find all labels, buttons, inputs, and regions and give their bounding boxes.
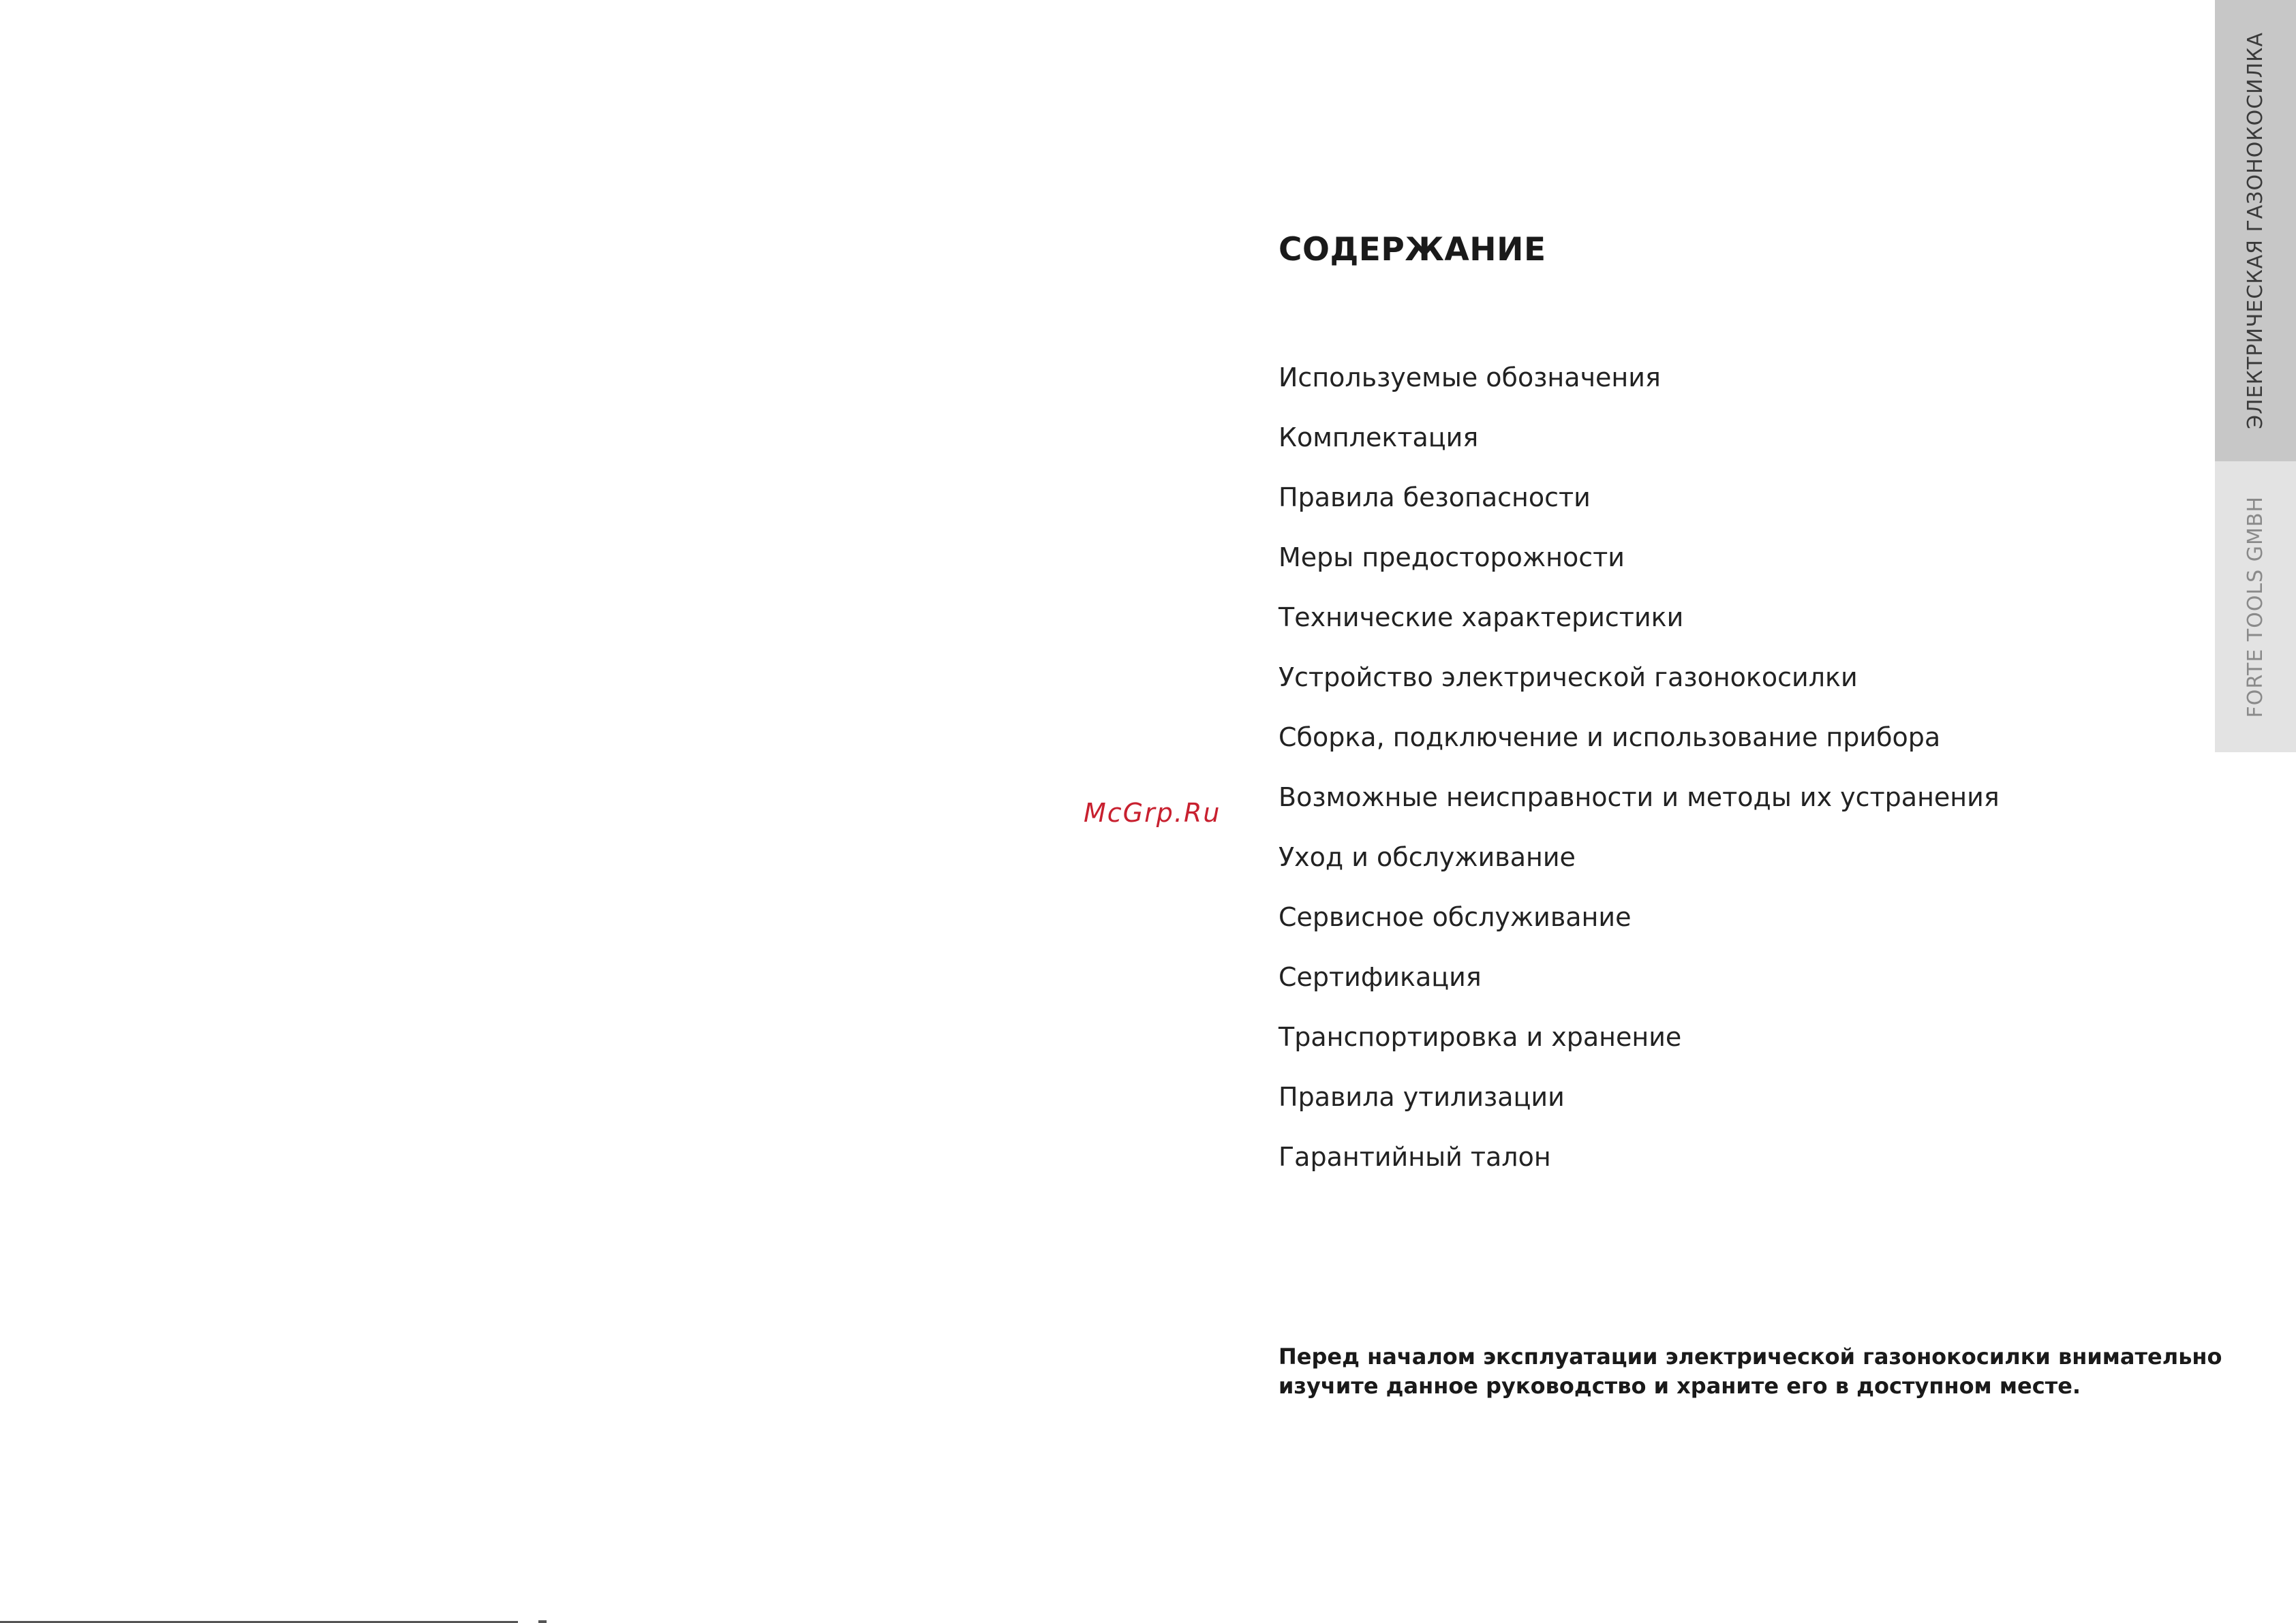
watermark-link[interactable]: McGrp.Ru — [1084, 798, 1221, 828]
usage-notice-line: Перед началом эксплуатации электрической газонокосилки внимательно — [1279, 1344, 2222, 1370]
side-tab-product-label: ЭЛЕКТРИЧЕСКАЯ ГАЗОНОКОСИЛКА — [2243, 32, 2267, 429]
side-tab-company — [2215, 461, 2296, 752]
contents-item: Правила безопасности — [1279, 482, 1591, 512]
contents-item: Используемые обозначения — [1279, 362, 1661, 392]
contents-list — [1279, 347, 2000, 1187]
footer-mark — [538, 1620, 547, 1623]
contents-item: Гарантийный талон — [1279, 1142, 1551, 1172]
contents-item: Меры предосторожности — [1279, 542, 1625, 572]
contents-item: Возможные неисправности и методы их устранения — [1279, 782, 2000, 812]
contents-title: СОДЕРЖАНИЕ — [1279, 231, 1546, 268]
contents-item: Технические характеристики — [1279, 602, 1684, 632]
contents-item: Сборка, подключение и использование прибора — [1279, 722, 1941, 752]
contents-item: Сервисное обслуживание — [1279, 902, 1632, 932]
usage-notice — [1279, 1342, 2222, 1401]
contents-item: Сертификация — [1279, 962, 1482, 992]
contents-item: Транспортировка и хранение — [1279, 1022, 1682, 1052]
contents-item: Правила утилизации — [1279, 1082, 1565, 1112]
side-tab-company-label: FORTE TOOLS GMBH — [2243, 495, 2267, 718]
contents-item: Уход и обслуживание — [1279, 842, 1576, 872]
contents-item: Устройство электрической газонокосилки — [1279, 662, 1858, 692]
usage-notice-line: изучите данное руководство и храните его в доступном месте. — [1279, 1373, 2081, 1399]
contents-item: Комплектация — [1279, 422, 1479, 452]
side-tab-product — [2215, 0, 2296, 461]
